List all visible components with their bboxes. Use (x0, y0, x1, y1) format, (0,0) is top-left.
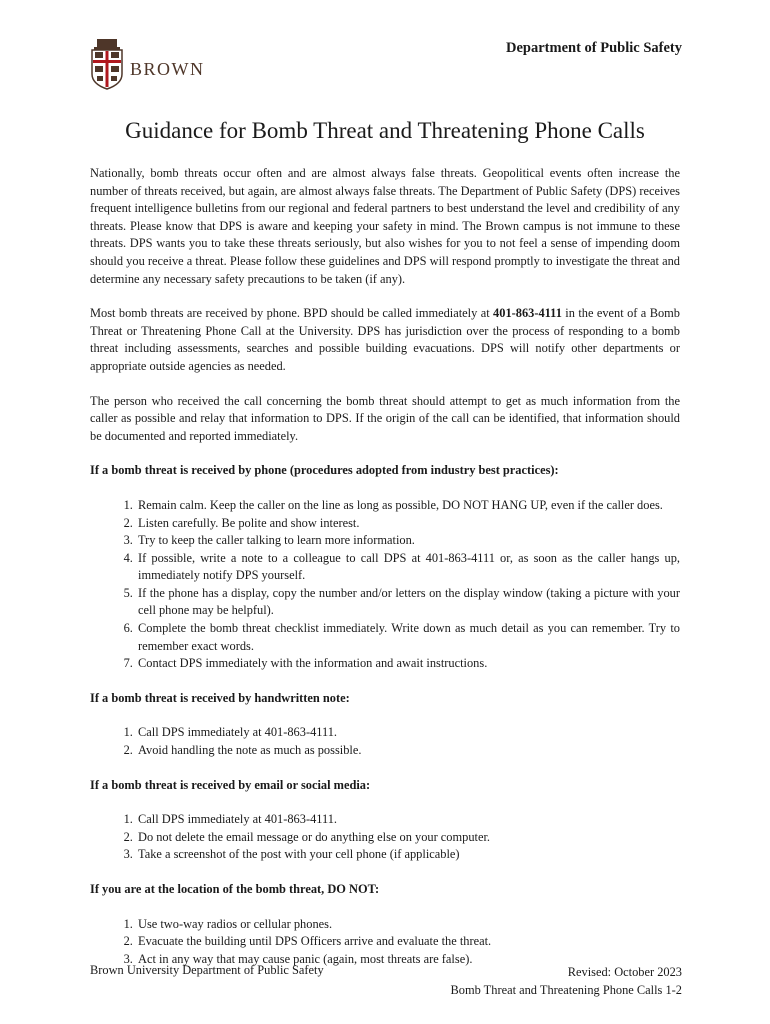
list-item: 3. Try to keep the caller talking to learn more information. (136, 532, 680, 550)
phone-paragraph (90, 305, 680, 375)
list-item: 5. If the phone has a display, copy the number and/or letters on the display window (taking a picture with your cell phone may be helpful). (136, 585, 680, 620)
list-item: 3. Take a screenshot of the post with your cell phone (if applicable) (136, 846, 680, 864)
section-heading: If a bomb threat is received by phone (procedures adopted from industry best practices): (90, 463, 559, 478)
list-item: 1. Call DPS immediately at 401-863-4111. (136, 811, 680, 829)
footer-page-label: Bomb Threat and Threatening Phone Calls 1-2 (450, 983, 682, 997)
phone-paragraph-text: in the event of a Bomb Threat or Threatening Phone Call at the University. DPS has jurisdiction over the process of responding to a bomb threat including assessments, searches and possible building evacuations. DPS will notify other departments or appropriate outside agencies as needed. (90, 306, 680, 373)
dps-phone-number: 401-863-4111 (493, 306, 562, 321)
phone-threat-section (90, 462, 680, 673)
list-item: 3. Act in any way that may cause panic (again, most threats are false). (136, 951, 680, 969)
phone-paragraph-text: Most bomb threats are received by phone. BPD should be called immediately at (90, 306, 494, 321)
logo-wordmark: BROWN (130, 58, 205, 79)
phone-threat-list (90, 497, 680, 673)
handwritten-note-list (90, 724, 680, 759)
list-item: 2. Do not delete the email message or do anything else on your computer. (136, 829, 680, 847)
list-item: 1. Use two-way radios or cellular phones. (136, 916, 680, 934)
department-name: Department of Public Safety (506, 40, 682, 56)
brown-shield-icon (90, 38, 124, 90)
footer-revised: Revised: October 2023 (567, 965, 682, 979)
list-item: 4. If possible, write a note to a colleague to call DPS at 401-863-4111 or, as soon as the caller hangs up, immediately notify DPS yourself. (136, 550, 680, 585)
list-item: 1. Call DPS immediately at 401-863-4111. (136, 724, 680, 742)
list-item: 1. Remain calm. Keep the caller on the line as long as possible, DO NOT HANG UP, even if the caller does. (136, 497, 680, 515)
section-heading: If you are at the location of the bomb threat, DO NOT: (90, 882, 380, 896)
section-heading: If a bomb threat is received by handwritten note: (90, 690, 350, 705)
footer-organization: Brown University Department of Public Safety (90, 963, 324, 977)
list-item: 2. Listen carefully. Be polite and show interest. (136, 515, 680, 533)
section-heading: If a bomb threat is received by email or social media: (90, 777, 371, 792)
handwritten-note-section (90, 690, 680, 760)
document-title: Guidance for Bomb Threat and Threatening Phone Calls (125, 118, 645, 143)
caller-info-paragraph: The person who received the call concerning the bomb threat should attempt to get as much information from the caller as possible and relay that information to DPS. If the origin of the call can be identified, that information should be documented and reported immediately. (90, 393, 680, 443)
list-item: 2. Avoid handling the note as much as possible. (136, 742, 680, 760)
footer-info (451, 963, 682, 999)
email-social-section (90, 777, 680, 864)
document-body (90, 165, 680, 985)
email-social-list (90, 811, 680, 864)
brown-logo (90, 38, 205, 90)
at-location-list (90, 916, 680, 969)
intro-paragraph: Nationally, bomb threats occur often and are almost always false threats. Geopolitical events often increase the number of threats received, but again, are almost always false threats. The Department of Public Safety (DPS) receives frequent intelligence bulletins from our regional and federal partners to best understand the level and credibility of any threats. Please know that DPS is aware and keeping your safety in mind. The Brown campus is not immune to these threats. DPS wants you to take these threats seriously, but also wishes for you to not feel a sense of impending doom should you receive a threat. Please follow these guidelines and DPS will respond promptly to investigate the threat and determine any necessary safety precautions to be taken (if any). (90, 166, 680, 286)
list-item: 2. Evacuate the building until DPS Officers arrive and evaluate the threat. (136, 933, 680, 951)
at-location-section (90, 881, 680, 968)
list-item: 7. Contact DPS immediately with the information and await instructions. (136, 655, 680, 673)
list-item: 6. Complete the bomb threat checklist immediately. Write down as much detail as you can remember. Try to remember exact words. (136, 620, 680, 655)
